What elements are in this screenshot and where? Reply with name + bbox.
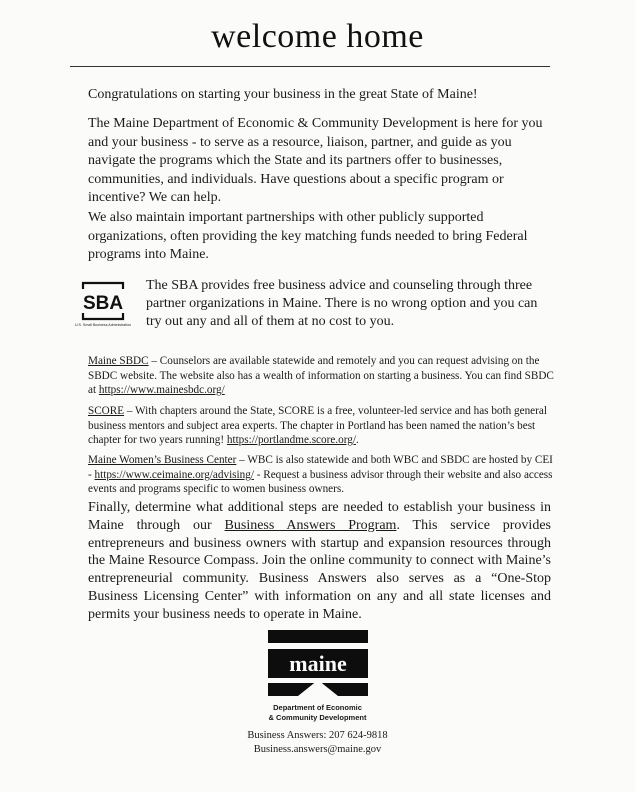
page-title: welcome home	[211, 18, 424, 55]
sba-logo-caption: U.S. Small Business Administration	[74, 323, 132, 327]
department-paragraph: The Maine Department of Economic & Community Development is here for you and your business - to serve as a resource, liaison, partner, and guide as you navigate the programs which the State and its partners offer to businesses, communities, and individuals. Have questions about a specific program or incentive? We can help.	[88, 116, 543, 205]
closing-paragraph	[88, 499, 551, 624]
partner-description: – Counselors are available statewide and remotely and you can request advising on the SBDC website. The website also has a wealth of information on starting a business. You can find SBDC at	[88, 355, 554, 396]
partner-score	[88, 404, 558, 448]
closing-before: Finally, determine what additional steps are needed to establish your business in Maine through our	[88, 500, 551, 533]
sbdc-link[interactable]: https://www.mainesbdc.org/	[98, 384, 225, 396]
title-divider	[70, 66, 550, 67]
wbc-link[interactable]: https://www.ceimaine.org/advising/	[94, 468, 254, 481]
score-link[interactable]: https://portlandme.score.org/	[226, 434, 356, 446]
partner-maine-sbdc	[88, 354, 558, 398]
business-answers-link[interactable]: Business Answers Program	[224, 517, 397, 533]
partner-description: – With chapters around the State, SCORE is a free, volunteer-led service and has both general business mentors and subject area experts. The chapter in Portland has been named the nation’s best chapter for two years running!	[88, 405, 547, 446]
department-line-1: Department of Economic	[273, 703, 362, 712]
sba-description: The SBA provides free business advice and counseling through three partner organizations in Maine. There is no wrong option and you can try out any and all of them at no cost to you.	[146, 278, 538, 329]
partnerships-paragraph: We also maintain important partnerships with other publicly supported organizations, often providing the key matching funds needed to bring Federal programs into Maine.	[88, 210, 528, 262]
sba-logo	[74, 280, 132, 332]
email-link[interactable]: Business.answers@maine.gov	[253, 744, 382, 755]
partner-after-text: - Request a business advisor through their website and also access events and programs specific to women business owners.	[88, 468, 553, 495]
phone-line: Business Answers: 207 624-9818	[247, 730, 388, 741]
maine-logo-text: maine	[289, 651, 347, 676]
sba-logo-text: SBA	[82, 293, 124, 314]
partner-wbc	[88, 453, 558, 497]
closing-after: . This service provides entrepreneurs and business owners with startup and expansion resources through the Maine Resource Compass. Join the online community to connect with Maine’s entrepreneurial community. Business Answers also serves as a “One-Stop Business Licensing Center” with information on any and all state licenses and permits your business needs to operate in Maine.	[88, 517, 551, 622]
partner-name: Maine Women’s Business Center	[88, 454, 237, 466]
partner-name: SCORE	[88, 405, 125, 417]
partner-after-text: .	[355, 434, 359, 446]
maine-decd-logo	[268, 630, 368, 696]
congrats-paragraph: Congratulations on starting your business in the great State of Maine!	[88, 87, 478, 102]
department-line-2: & Community Development	[268, 712, 367, 722]
contact-block	[0, 729, 635, 757]
department-name	[0, 703, 635, 722]
partner-name: Maine SBDC	[88, 355, 149, 367]
partner-description: – WBC is also statewide and both WBC and SBDC are hosted by CEI -	[88, 454, 553, 481]
